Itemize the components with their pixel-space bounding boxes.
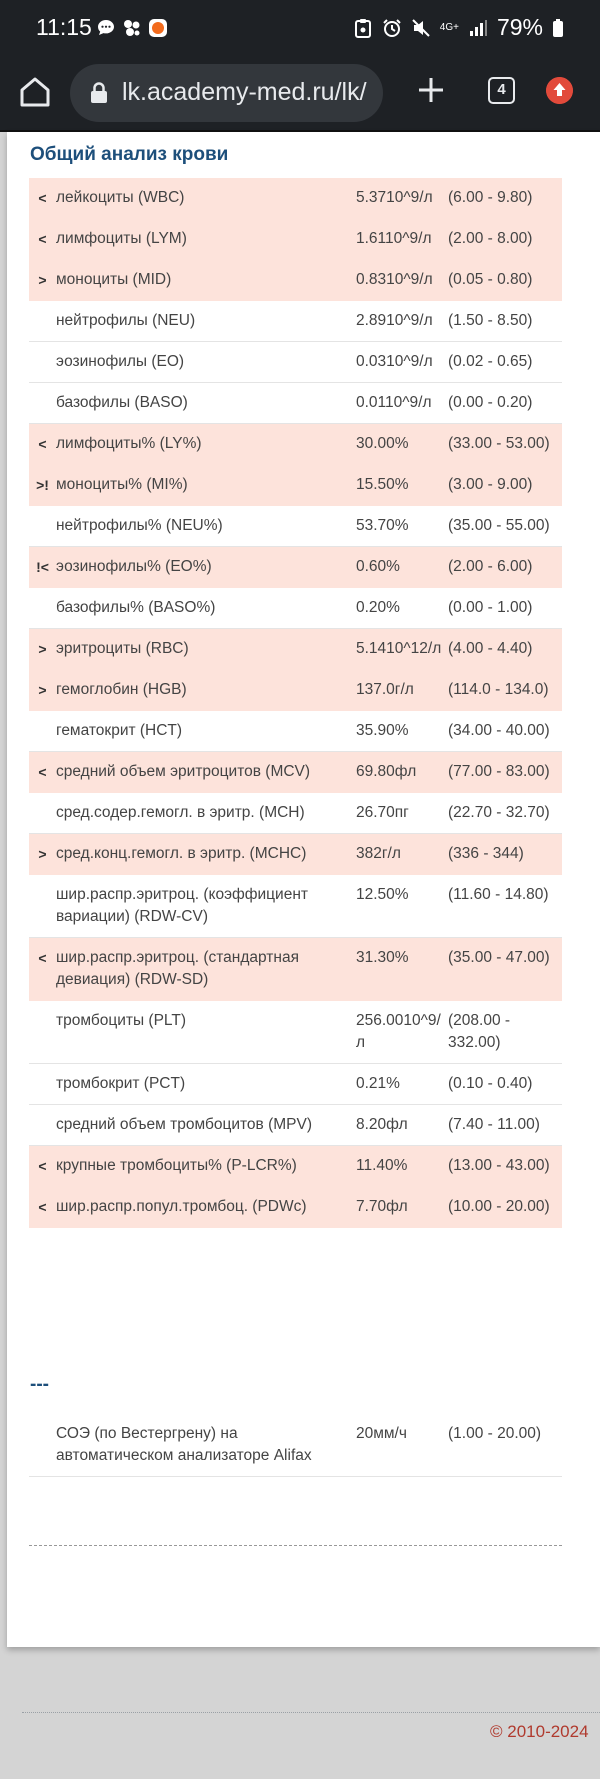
result-range: (0.00 - 0.20) [448,394,533,411]
result-range: (34.00 - 40.00) [448,722,550,739]
new-tab-icon[interactable] [416,75,446,105]
table-row [29,752,562,793]
result-name: средний объем эритроцитов (MCV) [56,763,311,780]
result-range: (11.60 - 14.80) [448,886,549,903]
result-name: лимфоциты% (LY%) [56,435,202,452]
table-row [29,301,562,342]
result-value: 382г/л [356,845,401,862]
result-flag: < [38,1158,47,1174]
table-row [29,1414,562,1477]
result-name: средний объем тромбоцитов (MPV) [56,1116,312,1133]
results-table-esr [29,1414,562,1477]
result-flag: < [38,950,47,966]
browser-toolbar [0,59,600,132]
result-value: 0.21% [356,1075,400,1092]
result-name: шир.распр.попул.тромбоц. (PDWc) [56,1198,307,1215]
section-title: Общий анализ крови [30,144,229,165]
status-right [353,14,564,41]
result-flag: >! [36,477,49,493]
result-flag [29,588,56,628]
result-value: 5.1410^12/л [356,640,442,657]
result-name: базофилы% (BASO%) [56,599,216,616]
app-notification-icon [148,18,168,38]
result-flag [29,506,56,546]
result-range: (114.0 - 134.0) [448,681,549,698]
table-row [29,793,562,834]
result-flag: < [38,1199,47,1215]
result-value: 5.3710^9/л [356,189,433,206]
result-range: (10.00 - 20.00) [448,1198,550,1215]
battery-icon [552,18,564,38]
result-value: 31.30% [356,949,409,966]
result-value: 256.0010^9/л [356,1012,441,1051]
table-row [29,1105,562,1146]
table-row [29,875,562,938]
result-name: нейтрофилы% (NEU%) [56,517,223,534]
result-range: (6.00 - 9.80) [448,189,533,206]
table-row [29,342,562,383]
result-name: шир.распр.эритроц. (коэффициент вариации) (RDW-CV) [56,886,308,925]
result-value: 20мм/ч [356,1425,407,1442]
result-name: базофилы (BASO) [56,394,188,411]
result-value: 30.00% [356,435,409,452]
divider [29,1545,562,1546]
result-flag [29,1064,56,1104]
result-name: нейтрофилы (NEU) [56,312,196,329]
tab-switcher-button[interactable]: 4 [488,77,515,104]
result-range: (0.05 - 0.80) [448,271,533,288]
table-row [29,465,562,506]
result-value: 69.80фл [356,763,417,780]
url-text: lk.academy-med.ru/lk/ [122,78,367,106]
table-row [29,1187,562,1228]
result-range: (7.40 - 11.00) [448,1116,540,1133]
table-row [29,1001,562,1064]
network-label: 4G+ [439,21,459,33]
table-row [29,629,562,670]
result-name: СОЭ (по Вестергрену) на автоматическом анализаторе Alifax [56,1425,312,1464]
result-name: шир.распр.эритроц. (стандартная девиация) (RDW-SD) [56,949,299,988]
result-name: тромбоциты (PLT) [56,1012,187,1029]
result-value: 11.40% [356,1157,408,1174]
result-range: (0.02 - 0.65) [448,353,533,370]
result-flag [29,1414,56,1476]
result-value: 137.0г/л [356,681,414,698]
result-name: эритроциты (RBC) [56,640,189,657]
result-range: (208.00 - 332.00) [448,1012,511,1051]
result-range: (0.00 - 1.00) [448,599,533,616]
table-row [29,547,562,588]
result-flag [29,383,56,423]
result-name: сред.содер.гемогл. в эритр. (MCH) [56,804,305,821]
result-range: (33.00 - 53.00) [448,435,550,452]
table-row [29,938,562,1001]
result-flag [29,1001,56,1063]
result-flag: > [38,682,47,698]
table-row [29,506,562,547]
table-row [29,588,562,629]
result-flag: !< [36,559,49,575]
result-name: гематокрит (HCT) [56,722,183,739]
table-row [29,424,562,465]
result-range: (0.10 - 0.40) [448,1075,533,1092]
result-range: (13.00 - 43.00) [448,1157,550,1174]
status-time: 11:15 [36,14,92,40]
update-icon[interactable] [546,77,573,104]
result-name: сред.конц.гемогл. в эритр. (MCHC) [56,845,307,862]
result-name: эозинофилы (EO) [56,353,185,370]
footer-divider [22,1712,600,1713]
page-content [7,132,600,1647]
result-range: (4.00 - 4.40) [448,640,533,657]
result-value: 0.60% [356,558,400,575]
mute-icon [411,18,431,38]
table-row [29,711,562,752]
result-flag: < [38,764,47,780]
result-value: 8.20фл [356,1116,408,1133]
result-range: (2.00 - 8.00) [448,230,533,247]
table-row [29,670,562,711]
result-value: 7.70фл [356,1198,408,1215]
result-range: (35.00 - 55.00) [448,517,550,534]
home-icon[interactable] [18,75,52,109]
table-row [29,1146,562,1187]
table-row [29,178,562,219]
result-flag: > [38,846,47,862]
alarm-icon [382,18,402,38]
table-row [29,260,562,301]
result-flag: > [38,272,47,288]
result-name: эозинофилы% (EO%) [56,558,212,575]
table-row [29,834,562,875]
result-flag: > [38,641,47,657]
table-row [29,219,562,260]
result-flag [29,301,56,341]
app-cluster-icon [122,18,142,38]
results-table [29,178,562,1228]
result-value: 2.8910^9/л [356,312,433,329]
result-value: 15.50% [356,476,409,493]
result-name: крупные тромбоциты% (P-LCR%) [56,1157,297,1174]
result-flag [29,793,56,833]
result-name: моноциты (MID) [56,271,172,288]
result-range: (1.50 - 8.50) [448,312,533,329]
lock-icon [90,82,108,104]
result-range: (3.00 - 9.00) [448,476,533,493]
result-range: (1.00 - 20.00) [448,1425,542,1442]
battery-percent: 79% [496,14,543,40]
result-value: 12.50% [356,886,409,903]
table-row [29,383,562,424]
result-value: 0.0310^9/л [356,353,433,370]
notification-icons [96,18,168,38]
result-flag [29,342,56,382]
result-range: (35.00 - 47.00) [448,949,550,966]
result-range: (22.70 - 32.70) [448,804,550,821]
result-flag: < [38,190,47,206]
result-flag: < [38,436,47,452]
result-range: (336 - 344) [448,845,524,862]
result-flag [29,1105,56,1145]
status-bar [0,0,600,59]
result-range: (2.00 - 6.00) [448,558,533,575]
signal-icon [468,18,488,38]
result-value: 26.70пг [356,804,409,821]
result-value: 0.0110^9/л [356,394,432,411]
result-flag [29,875,56,937]
result-flag: < [38,231,47,247]
result-name: лейкоциты (WBC) [56,189,185,206]
result-name: лимфоциты (LYM) [56,230,187,247]
result-value: 35.90% [356,722,409,739]
result-name: моноциты% (MI%) [56,476,188,493]
result-flag [29,711,56,751]
result-name: тромбокрит (PCT) [56,1075,186,1092]
result-value: 53.70% [356,517,409,534]
result-value: 0.8310^9/л [356,271,433,288]
clipboard-icon [353,18,373,38]
result-value: 0.20% [356,599,400,616]
address-bar[interactable] [70,64,383,122]
subsection-title: --- [30,1374,49,1395]
copyright: © 2010-2024 [490,1722,589,1741]
table-row [29,1064,562,1105]
result-name: гемоглобин (HGB) [56,681,187,698]
chat-bubble-icon [96,18,116,38]
result-value: 1.6110^9/л [356,230,432,247]
result-range: (77.00 - 83.00) [448,763,550,780]
